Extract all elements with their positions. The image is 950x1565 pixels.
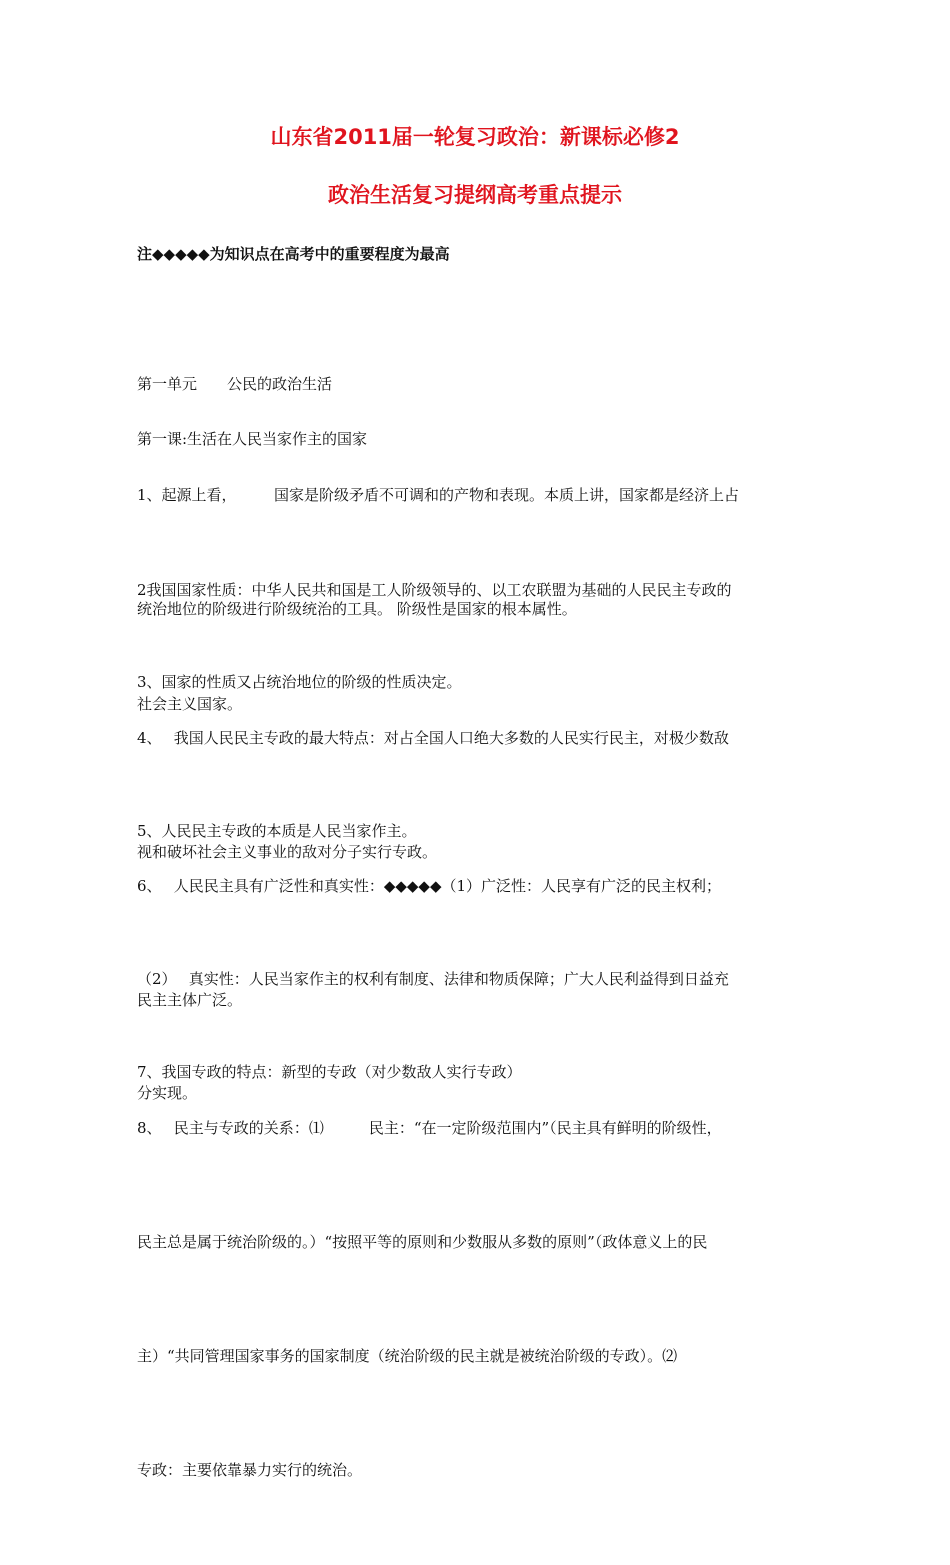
paragraph-line: 1、起源上看， 国家是阶级矛盾不可调和的产物和表现。本质上讲，国家都是经济上占	[137, 486, 740, 504]
paragraph-line: 2我国国家性质：中华人民共和国是工人阶级领导的、以工农联盟为基础的人民民主专政的	[137, 581, 732, 599]
paragraph-line: 民主主体广泛。	[137, 991, 243, 1009]
paragraph-line: 主）“共同管理国家事务的国家制度（统治阶级的民主就是被统治阶级的专政）。⑵	[137, 1347, 678, 1365]
paragraph-line: 社会主义国家。	[137, 695, 243, 713]
paragraph-line: 5、人民民主专政的本质是人民当家作主。	[137, 822, 417, 840]
paragraph-line: 8、 民主与专政的关系：⑴ 民主：“在一定阶级范围内”（民主具有鲜明的阶级性，	[137, 1119, 722, 1137]
paragraph-line: 6、 人民民主具有广泛性和真实性：◆◆◆◆◆（1）广泛性：人民享有广泛的民主权利；	[137, 877, 722, 895]
paragraph-line: 民主总是属于统治阶级的。）“按照平等的原则和少数服从多数的原则”（政体意义上的民	[137, 1233, 708, 1251]
unit-heading-text: 第一单元 公民的政治生活	[137, 375, 333, 393]
importance-note: 注◆◆◆◆◆为知识点在高考中的重要程度为最高	[137, 245, 450, 263]
paragraph-line: 4、 我国人民民主专政的最大特点：对占全国人口绝大多数的人民实行民主，对极少数敌	[137, 729, 729, 747]
paragraph-9	[137, 1033, 817, 1565]
lesson-heading-text: 第一课:生活在人民当家作主的国家	[137, 430, 368, 448]
title-line-2: 政治生活复习提纲高考重点提示	[328, 183, 622, 207]
paragraph-line: 统治地位的阶级进行阶级统治的工具。 阶级性是国家的根本属性。	[137, 600, 577, 618]
title-line-1: 山东省2011届一轮复习政治：新课标必修2	[270, 125, 680, 149]
paragraph-line: 视和破坏社会主义事业的敌对分子实行专政。	[137, 843, 438, 861]
paragraph-line: 分实现。	[137, 1084, 198, 1102]
paragraph-line: 3、国家的性质又占统治地位的阶级的性质决定。	[137, 673, 462, 691]
paragraph-line: 专政：主要依靠暴力实行的统治。	[137, 1461, 363, 1479]
paragraph-line: 7、我国专政的特点：新型的专政（对少数敌人实行专政）	[137, 1063, 522, 1081]
paragraph-line: （2） 真实性：人民当家作主的权利有制度、法律和物质保障；广大人民利益得到日益充	[137, 970, 729, 988]
